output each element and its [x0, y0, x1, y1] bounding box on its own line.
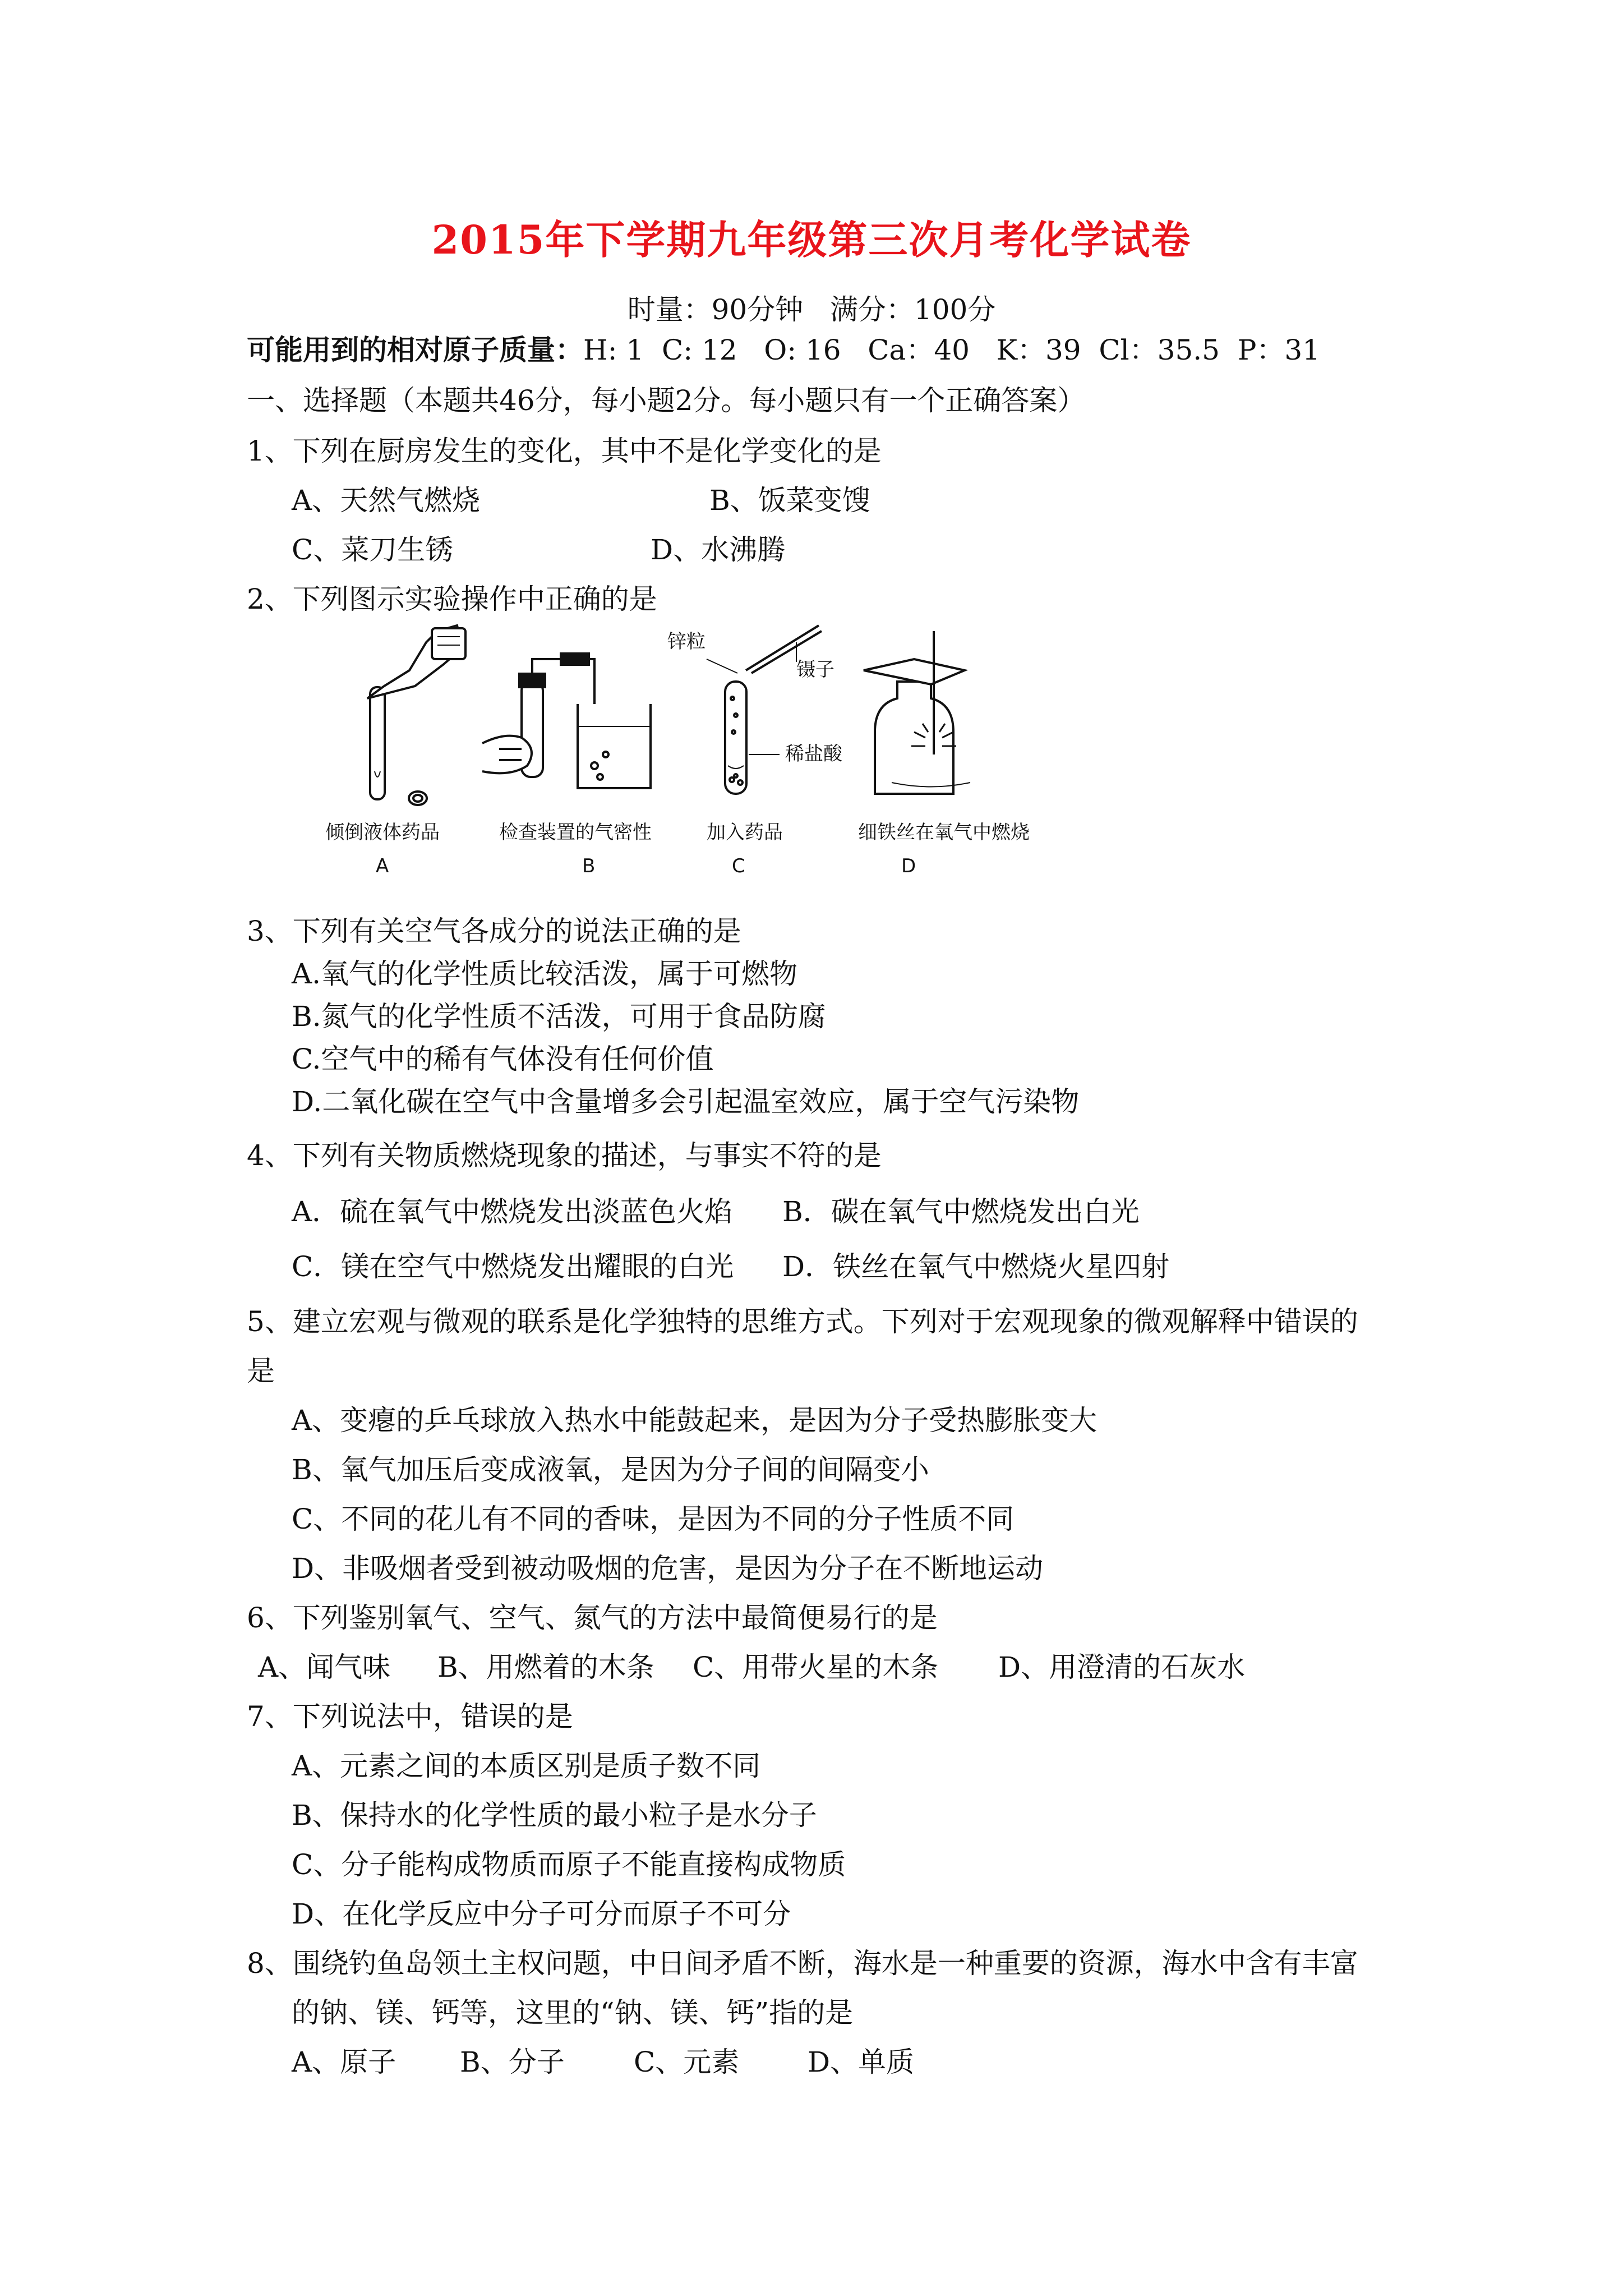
q8-option-b: B、分子 — [460, 2046, 565, 2078]
question-4-stem: 4、下列有关物质燃烧现象的描述，与事实不符的是 — [247, 1139, 882, 1172]
q8-option-c: C、元素 — [634, 2046, 740, 2078]
figure-label-hcl: 稀盐酸 — [785, 743, 842, 765]
figure-c-adding-solid — [707, 625, 822, 794]
figure-caption-d: 细铁丝在氧气中燃烧 — [858, 821, 1030, 844]
q3-option-c: C.空气中的稀有气体没有任何价值 — [292, 1043, 714, 1075]
figure-caption-c: 加入药品 — [707, 821, 783, 844]
q6-option-c: C、用带火星的木条 — [693, 1651, 939, 1683]
q1-option-c: C、菜刀生锈 — [292, 533, 454, 566]
lab-operations-figure — [314, 620, 1038, 878]
figure-a-pouring — [367, 625, 465, 805]
atomic-mass-line — [247, 333, 1320, 367]
q3-option-b: B.氮气的化学性质不活泼，可用于食品防腐 — [292, 1000, 826, 1033]
q3-option-d: D.二氧化碳在空气中含量增多会引起温室效应，属于空气污染物 — [292, 1085, 1080, 1118]
figure-b-airtightness — [482, 654, 651, 788]
question-8-stem-cont: 的钠、镁、钙等，这里的“钠、镁、钙”指的是 — [292, 1996, 854, 2029]
q3-option-a: A.氧气的化学性质比较活泼，属于可燃物 — [292, 958, 798, 990]
q4-option-b: B．碳在氧气中燃烧发出白光 — [782, 1195, 1140, 1228]
q5-option-d: D、非吸烟者受到被动吸烟的危害，是因为分子在不断地运动 — [292, 1552, 1044, 1585]
question-6-stem: 6、下列鉴别氧气、空气、氮气的方法中最简便易行的是 — [247, 1602, 938, 1634]
q7-option-c: C、分子能构成物质而原子不能直接构成物质 — [292, 1848, 846, 1881]
q5-option-c: C、不同的花儿有不同的香味，是因为不同的分子性质不同 — [292, 1503, 1015, 1535]
q6-option-d: D、用澄清的石灰水 — [998, 1651, 1246, 1683]
q8-option-d: D、单质 — [808, 2046, 915, 2078]
question-5-stem-cont: 是 — [247, 1355, 275, 1387]
section-heading: 一、选择题（本题共46分，每小题2分。每小题只有一个正确答案） — [247, 384, 1086, 417]
q4-option-c: C．镁在空气中燃烧发出耀眼的白光 — [292, 1250, 734, 1283]
question-8-stem: 8、围绕钓鱼岛领土主权问题，中日间矛盾不断，海水是一种重要的资源，海水中含有丰富 — [247, 1947, 1358, 1980]
q8-option-a: A、原子 — [292, 2046, 396, 2078]
q5-option-a: A、变瘪的乒乓球放入热水中能鼓起来，是因为分子受热膨胀变大 — [292, 1404, 1098, 1437]
q4-option-d: D．铁丝在氧气中燃烧火星四射 — [782, 1250, 1170, 1283]
exam-title: 2015年下学期九年级第三次月考化学试卷 — [431, 217, 1192, 263]
figure-caption-b: 检查装置的气密性 — [499, 821, 652, 844]
question-7-stem: 7、下列说法中，错误的是 — [247, 1700, 573, 1733]
question-2-stem: 2、下列图示实验操作中正确的是 — [247, 583, 657, 615]
question-3-stem: 3、下列有关空气各成分的说法正确的是 — [247, 915, 741, 947]
q1-option-a: A、天然气燃烧 — [292, 484, 481, 517]
atomic-mass-label: 可能用到的相对原子质量： — [247, 333, 583, 366]
question-1-stem: 1、下列在厨房发生的变化，其中不是化学变化的是 — [247, 435, 882, 467]
figure-letter-b: B — [582, 855, 596, 877]
q6-option-b: B、用燃着的木条 — [437, 1651, 654, 1683]
q7-option-a: A、元素之间的本质区别是质子数不同 — [292, 1750, 761, 1782]
question-5-stem: 5、建立宏观与微观的联系是化学独特的思维方式。下列对于宏观现象的微观解释中错误的 — [247, 1305, 1358, 1338]
q1-option-b: B、饭菜变馊 — [709, 484, 870, 517]
figure-label-tweezers: 镊子 — [796, 659, 834, 681]
q7-option-b: B、保持水的化学性质的最小粒子是水分子 — [292, 1799, 817, 1832]
figure-label-zinc: 锌粒 — [667, 631, 706, 653]
q4-option-a: A．硫在氧气中燃烧发出淡蓝色火焰 — [292, 1195, 733, 1228]
full-score: 满分：100分 — [829, 293, 996, 326]
atomic-mass-values: H: 1 C: 12 O: 16 Ca：40 K：39 Cl：35.5 P：31 — [583, 334, 1321, 366]
figure-caption-a: 倾倒液体药品 — [325, 821, 440, 844]
q1-option-d: D、水沸腾 — [651, 533, 786, 566]
q6-option-a: A、闻气味 — [258, 1651, 391, 1683]
figure-letter-c: C — [732, 855, 745, 877]
q7-option-d: D、在化学反应中分子可分而原子不可分 — [292, 1898, 791, 1930]
exam-meta — [0, 287, 1623, 328]
time-limit: 时量：90分钟 — [627, 293, 804, 326]
figure-d-iron-burning — [864, 631, 970, 794]
figure-letter-d: D — [901, 855, 916, 877]
figure-letter-a: A — [376, 855, 389, 877]
q5-option-b: B、氧气加压后变成液氧，是因为分子间的间隔变小 — [292, 1453, 929, 1486]
